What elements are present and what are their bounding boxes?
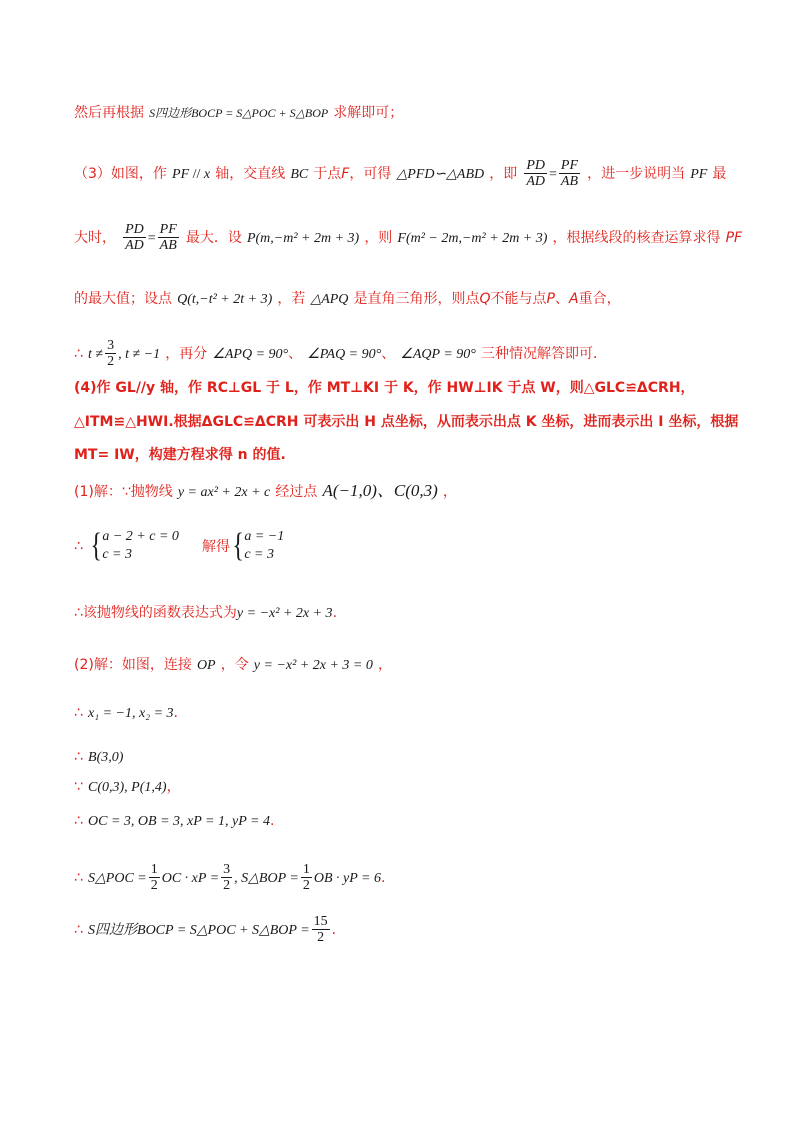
line-function-expression <box>74 604 337 621</box>
denominator: AD <box>526 174 546 189</box>
text: 三种情况解答即可． <box>480 346 607 362</box>
point-b: B(3,0) <box>88 750 124 765</box>
equation-system <box>102 528 179 564</box>
line-roots <box>74 704 178 721</box>
product: OC · xP = <box>161 871 220 886</box>
line-point-b <box>74 748 123 765</box>
text: 的最大值；设点 <box>74 291 172 307</box>
line-quadrilateral-area <box>74 914 336 945</box>
therefore-symbol: ∴ <box>74 870 83 886</box>
line-triangle-areas <box>74 862 385 893</box>
text: ，若 <box>277 291 306 307</box>
text: 求解即可； <box>333 105 404 121</box>
math-pf: PF <box>690 167 708 182</box>
segment-op: OP <box>196 658 216 673</box>
point-f-coord: F(m² − 2m,−m² + 2m + 3) <box>397 231 548 246</box>
because-symbol: ∵ <box>74 779 83 795</box>
point-p-coord: P(m,−m² + 2m + 3) <box>246 231 360 246</box>
text: 最大．设 <box>185 230 242 246</box>
fraction-pf-ab <box>158 222 179 253</box>
left-brace: { <box>232 527 244 564</box>
area-sum: S四边形BOCP = S△POC + S△BOP = <box>88 923 310 938</box>
text: ，即 <box>489 166 518 182</box>
condition: , t ≠ −1 <box>118 347 161 362</box>
angle-apq: ∠APQ = 90° <box>212 347 289 362</box>
text: 、 <box>555 291 569 307</box>
separator: 、 <box>288 346 303 362</box>
fraction-1-2 <box>149 862 160 893</box>
equals: = <box>549 167 557 182</box>
condition: t ≠ <box>88 347 104 362</box>
line-summary-area <box>74 104 403 120</box>
area-bop: , S△BOP = <box>234 871 299 886</box>
text: ，进一步说明当 <box>587 166 686 182</box>
point-f: F <box>341 166 350 182</box>
text: 是直角三角形，则点 <box>353 291 480 307</box>
text: 然后再根据 <box>74 105 144 121</box>
denominator: 2 <box>223 878 231 893</box>
function-equation: y = −x² + 2x + 3 <box>236 606 333 621</box>
point-a: A <box>569 291 579 307</box>
equation: c = 3 <box>102 547 133 562</box>
area-formula: S四边形BOCP = S△POC + S△BOP <box>149 106 329 120</box>
text: (1)解：∵抛物线 <box>74 484 173 500</box>
numerator: 3 <box>107 338 115 353</box>
text: ，可得 <box>349 166 392 182</box>
text: 不能与点 <box>490 291 547 307</box>
text: 经过点 <box>275 484 318 500</box>
line-lengths <box>74 812 274 829</box>
points-a-c: A(−1,0)、C(0,3) <box>322 481 438 500</box>
text: ，则 <box>364 230 393 246</box>
therefore-symbol: ∴ <box>74 749 83 765</box>
line-part3-q <box>74 290 621 307</box>
text: . <box>173 705 178 721</box>
text: 轴，交直线 <box>215 166 286 182</box>
denominator: 2 <box>302 878 310 893</box>
denominator: 2 <box>317 930 325 945</box>
therefore-symbol: ∴ <box>74 346 83 362</box>
numerator: 3 <box>223 862 231 877</box>
fraction-15-2 <box>312 914 330 945</box>
text: . <box>380 870 386 886</box>
triangle-apq: △APQ <box>310 292 349 307</box>
equation: c = 3 <box>244 547 274 562</box>
text: 重合， <box>578 291 621 307</box>
line-part4-hint-2: △ITM≌△HWI.根据ΔGLC≌ΔCRH 可表示出 H 点坐标，从而表示出点 K 坐标，进而表示出 I 坐标，根据 <box>74 414 739 430</box>
therefore-symbol: ∴ <box>74 705 83 721</box>
line-solution-2 <box>74 656 392 673</box>
text: 大时， <box>74 230 116 246</box>
equation: a − 2 + c = 0 <box>102 529 179 544</box>
numerator: 15 <box>313 914 328 929</box>
math-bc: BC <box>290 167 309 182</box>
line-system <box>74 528 284 564</box>
line-points-cp <box>74 778 181 795</box>
angle-paq: ∠PAQ = 90° <box>307 347 382 362</box>
fraction-1-2 <box>301 862 312 893</box>
fraction-pd-ad <box>524 158 547 189</box>
points-c-p: C(0,3), P(1,4) <box>88 780 167 795</box>
line-part3-intro <box>74 158 726 189</box>
text: ， <box>377 657 392 673</box>
denominator: AB <box>560 174 579 189</box>
math-x: x <box>203 167 211 182</box>
text: （3）如图，作 <box>74 166 167 182</box>
denominator: AB <box>159 238 177 253</box>
point-q: Q <box>479 291 491 307</box>
point-q-coord: Q(t,−t² + 2t + 3) <box>177 292 273 307</box>
numerator: 1 <box>150 862 158 877</box>
equals: = <box>147 231 156 246</box>
text: . <box>332 605 338 621</box>
denominator: 2 <box>107 354 115 369</box>
text: ，再分 <box>165 346 208 362</box>
roots: x₁ = −1, x₂ = 3 <box>88 706 174 721</box>
numerator: PF <box>159 222 177 237</box>
text: 于点 <box>313 166 342 182</box>
numerator: PD <box>125 222 144 237</box>
line-part4-hint-1: (4)作 GL//y 轴，作 RC⊥GL 于 L，作 MT⊥KI 于 K，作 HW⊥IK 于点 W，则△GLC≌ΔCRH， <box>74 380 695 396</box>
line-solution-1 <box>74 482 457 500</box>
point-p: P <box>546 291 555 307</box>
numerator: PD <box>526 158 546 173</box>
denominator: 2 <box>150 878 158 893</box>
zero-equation: y = −x² + 2x + 3 = 0 <box>253 658 373 673</box>
text: 最 <box>712 166 727 182</box>
fraction-3-2 <box>105 338 116 369</box>
numerator: 1 <box>302 862 310 877</box>
text: ，令 <box>220 657 249 673</box>
line-part3-max <box>74 222 742 253</box>
equation: a = −1 <box>244 529 285 544</box>
angle-aqp: ∠AQP = 90° <box>400 347 476 362</box>
fraction-3-2 <box>221 862 232 893</box>
product: OB · yP = 6 <box>313 871 381 886</box>
math-pf: PF <box>725 230 743 246</box>
numerator: PF <box>560 158 579 173</box>
math-pf: PF <box>172 167 190 182</box>
therefore-symbol: ∴ <box>74 922 83 938</box>
line-part3-cases <box>74 338 607 369</box>
denominator: AD <box>125 238 144 253</box>
text: ， <box>166 779 181 795</box>
therefore-symbol: ∴ <box>74 813 83 829</box>
fraction-pf-ab <box>559 158 580 189</box>
therefore-symbol: ∴ <box>74 538 83 555</box>
text: (2)解：如图，连接 <box>74 657 192 673</box>
math-similar: △PFD∽△ABD <box>396 167 485 182</box>
left-brace: { <box>90 527 102 564</box>
solution-system <box>244 528 284 564</box>
fraction-pd-ad <box>123 222 146 253</box>
text: ，根据线段的核查运算求得 <box>552 230 721 246</box>
text: . <box>269 813 275 829</box>
text: ， <box>442 484 457 500</box>
text: . <box>331 922 337 938</box>
text: ∴该抛物线的函数表达式为 <box>74 605 237 621</box>
area-poc: S△POC = <box>88 871 147 886</box>
line-part4-hint-3: MT= IW，构建方程求得 n 的值. <box>74 447 286 463</box>
lengths: OC = 3, OB = 3, xP = 1, yP = 4 <box>88 814 270 829</box>
math-parallel: // <box>189 167 204 182</box>
separator: 、 <box>381 346 396 362</box>
parabola-equation: y = ax² + 2x + c <box>177 485 271 500</box>
text: 解得 <box>202 538 230 555</box>
